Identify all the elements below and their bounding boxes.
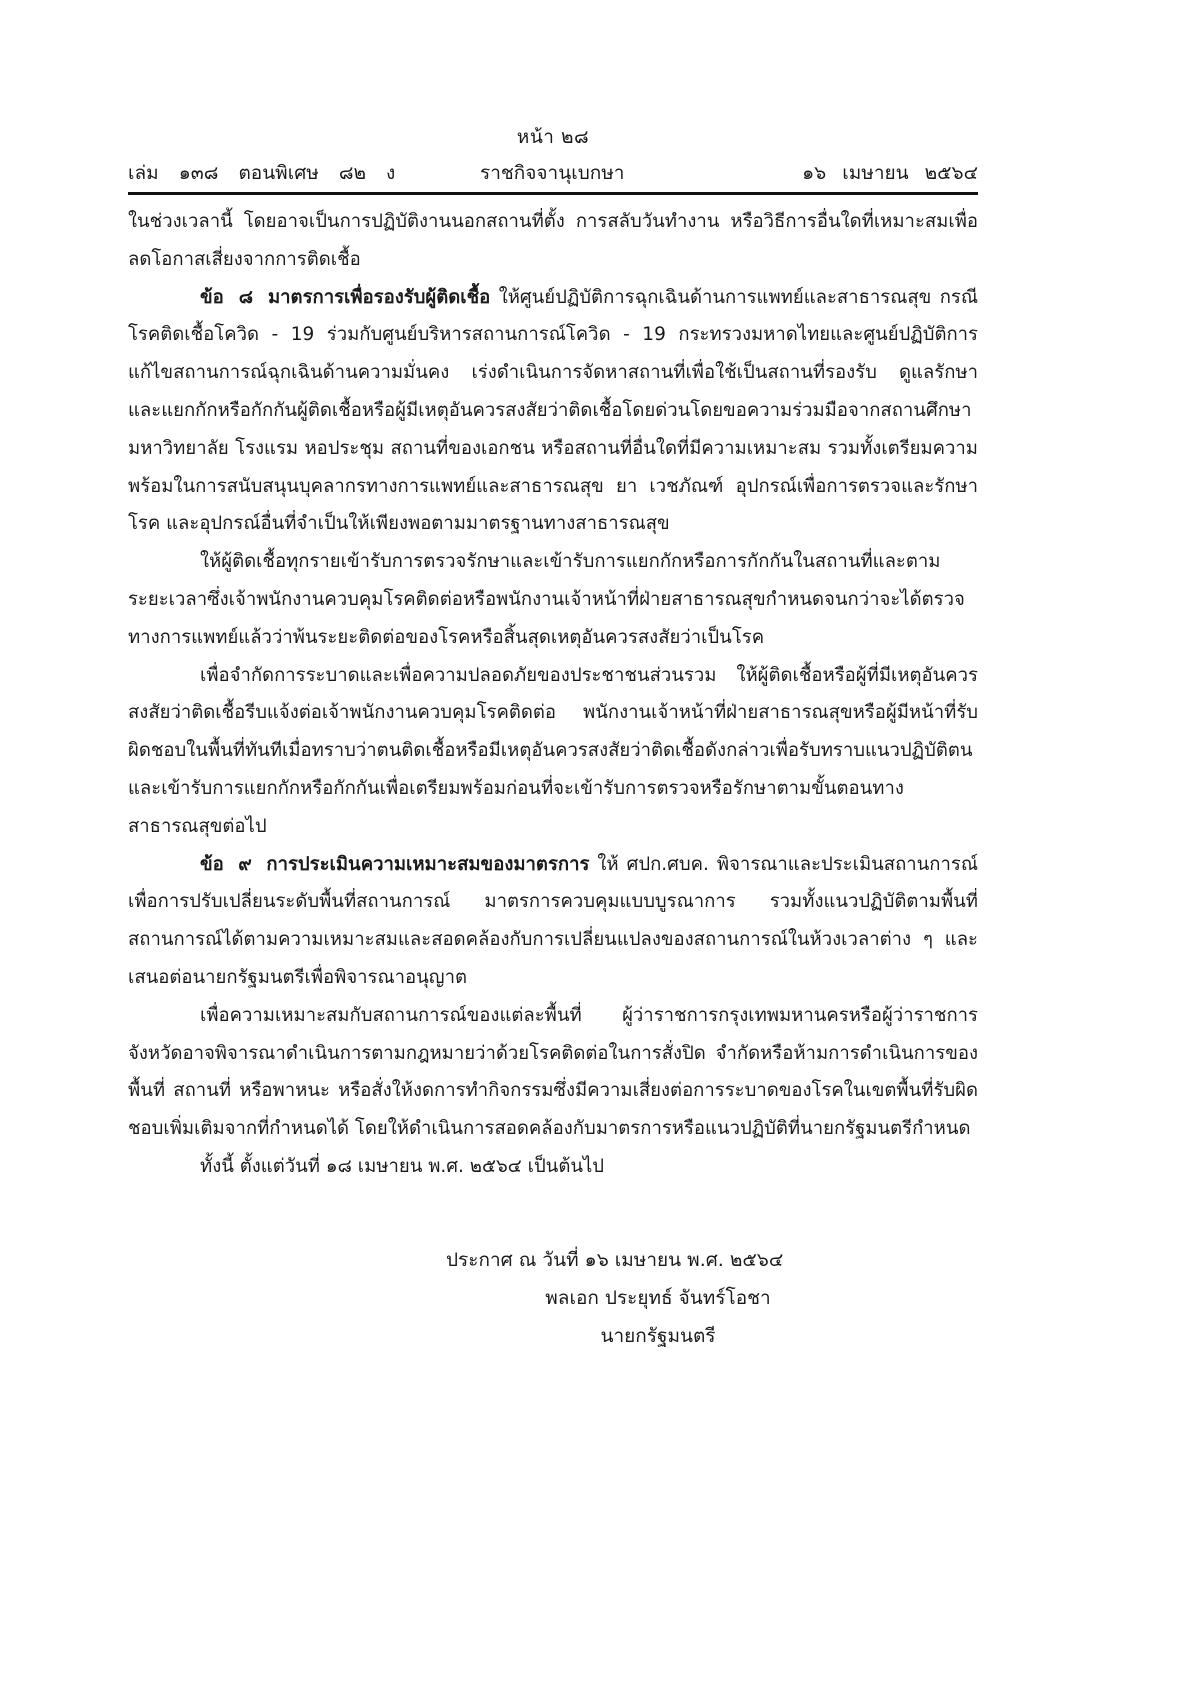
running-header (128, 160, 978, 186)
clause-8 (128, 279, 978, 544)
clause-8-paragraph-3: เพื่อจำกัดการระบาดและเพื่อความปลอดภัยของประชาชนส่วนรวม ให้ผู้ติดเชื้อหรือผู้ที่มีเหตุอันควรสงสัยว่าติดเชื้อรีบแจ้งต่อเจ้าพนักงานควบคุมโรคติดต่อ พนักงานเจ้าหน้าที่ฝ่ายสาธารณสุขหรือผู้มีหน้าที่รับผิดชอบในพื้นที่ทันทีเมื่อทราบว่าตนติดเชื้อหรือมีเหตุอันควรสงสัยว่าติดเชื้อดังกล่าวเพื่อรับทราบแนวปฏิบัติตนและเข้ารับการแยกกักหรือกักกันเพื่อเตรียมพร้อมก่อนที่จะเข้ารับการตรวจหรือรักษาตามขั้นตอนทางสาธารณสุขต่อไป (128, 664, 978, 837)
signatory-name: พลเอก ประยุทธ์ จันทร์โอชา (545, 1287, 771, 1309)
page-number: หน้า ๒๘ (516, 126, 590, 148)
clause-8-paragraph-2: ให้ผู้ติดเชื้อทุกรายเข้ารับการตรวจรักษาและเข้ารับการแยกกักหรือการกักกันในสถานที่และตามระยะเวลาซึ่งเจ้าพนักงานควบคุมโรคติดต่อหรือพนักงานเจ้าหน้าที่ฝ่ายสาธารณสุขกำหนดจนกว่าจะได้ตรวจทางการแพทย์แล้วว่าพ้นระยะติดต่อของโรคหรือสิ้นสุดเหตุอันควรสงสัยว่าเป็นโรค (128, 551, 965, 648)
clause-8-heading: ข้อ ๘ มาตรการเพื่อรองรับผู้ติดเชื้อ (200, 286, 491, 308)
clause-9-text: ให้ ศปก.ศบค. พิจารณาและประเมินสถานการณ์เพื่อการปรับเปลี่ยนระดับพื้นที่สถานการณ์ มาตรการควบคุมแบบบูรณาการ รวมทั้งแนวปฏิบัติตามพื้นที่สถานการณ์ได้ตามความเหมาะสมและสอดคล้องกับการเปลี่ยนแปลงของสถานการณ์ในห้วงเวลาต่าง ๆ และเสนอต่อนายกรัฐมนตรีเพื่อพิจารณาอนุญาต (128, 853, 978, 988)
announcement-date: ประกาศ ณ วันที่ ๑๖ เมษายน พ.ศ. ๒๕๖๔ (446, 1249, 784, 1271)
effective-date: ทั้งนี้ ตั้งแต่วันที่ ๑๘ เมษายน พ.ศ. ๒๕๖๔ เป็นต้นไป (200, 1155, 605, 1177)
volume-issue: เล่ม ๑๓๘ ตอนพิเศษ ๘๒ ง (128, 162, 396, 184)
header-date: ๑๖ เมษายน ๒๕๖๔ (802, 162, 978, 184)
clause-9-heading: ข้อ ๙ การประเมินความเหมาะสมของมาตรการ (200, 853, 590, 875)
header-rule (128, 192, 978, 195)
signatory-title: นายกรัฐมนตรี (600, 1325, 716, 1347)
clause-9-paragraph-2: เพื่อความเหมาะสมกับสถานการณ์ของแต่ละพื้นที่ ผู้ว่าราชการกรุงเทพมหานครหรือผู้ว่าราชการจังหวัดอาจพิจารณาดำเนินการตามกฎหมายว่าด้วยโรคติดต่อในการสั่งปิด จำกัดหรือห้ามการดำเนินการของพื้นที่ สถานที่ หรือพาหนะ หรือสั่งให้งดการทำกิจกรรมซึ่งมีความเสี่ยงต่อการระบาดของโรคในเขตพื้นที่รับผิดชอบเพิ่มเติมจากที่กำหนดได้ โดยให้ดำเนินการสอดคล้องกับมาตรการหรือแนวปฏิบัติที่นายกรัฐมนตรีกำหนด (128, 1004, 978, 1140)
continued-paragraph: ในช่วงเวลานี้ โดยอาจเป็นการปฏิบัติงานนอกสถานที่ตั้ง การสลับวันทำงาน หรือวิธีการอื่นใดที่เหมาะสมเพื่อลดโอกาสเสี่ยงจากการติดเชื้อ (128, 211, 978, 270)
clause-9 (128, 846, 978, 997)
publication-title: ราชกิจจานุเบกษา (480, 162, 625, 184)
document-body (128, 203, 978, 1186)
clause-8-text: ให้ศูนย์ปฏิบัติการฉุกเฉินด้านการแพทย์และสาธารณสุข กรณีโรคติดเชื้อโควิด - 19 ร่วมกับศูนย์บริหารสถานการณ์โควิด - 19 กระทรวงมหาดไทยและศูนย์ปฏิบัติการแก้ไขสถานการณ์ฉุกเฉินด้านความมั่นคง เร่งดำเนินการจัดหาสถานที่เพื่อใช้เป็นสถานที่รองรับ ดูแลรักษา และแยกกักหรือกักกันผู้ติดเชื้อหรือผู้มีเหตุอันควรสงสัยว่าติดเชื้อโดยด่วนโดยขอความร่วมมือจากสถานศึกษา มหาวิทยาลัย โรงแรม หอประชุม สถานที่ของเอกชน หรือสถานที่อื่นใดที่มีความเหมาะสม รวมทั้งเตรียมความพร้อมในการสนับสนุนบุคลากรทางการแพทย์และสาธารณสุข ยา เวชภัณฑ์ อุปกรณ์เพื่อการตรวจและรักษาโรค และอุปกรณ์อื่นที่จำเป็นให้เพียงพอตามมาตรฐานทางสาธารณสุข (128, 286, 978, 535)
signature-block (428, 1241, 888, 1355)
